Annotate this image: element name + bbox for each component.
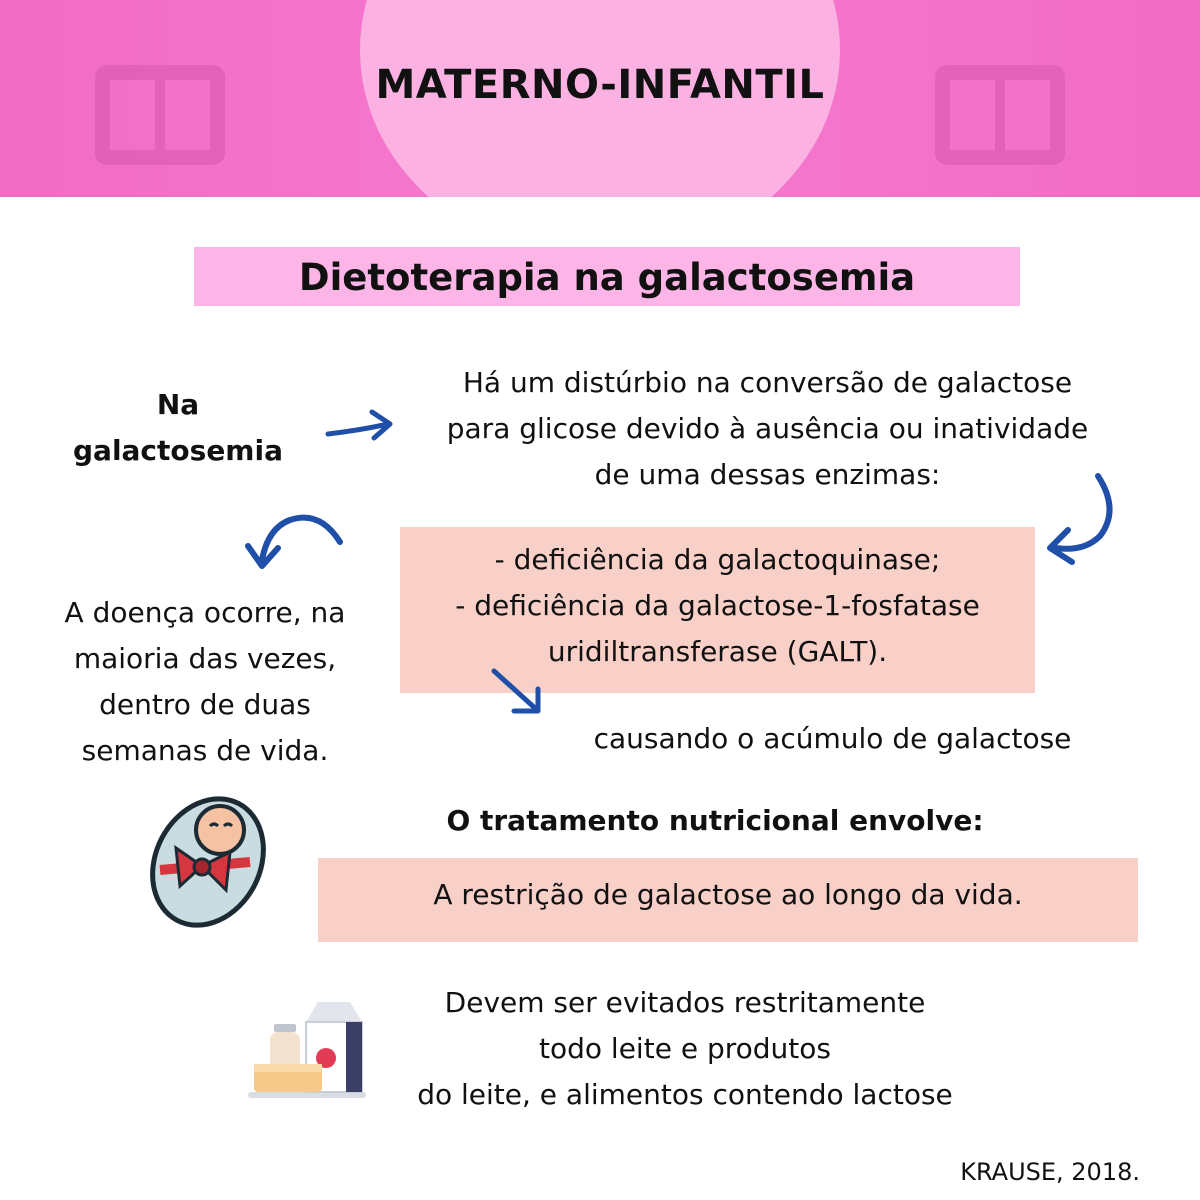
- onset-line: A doença ocorre, na: [64, 596, 346, 629]
- galactosemia-label-line: Na: [156, 388, 200, 421]
- page-title: MATERNO-INFANTIL: [375, 62, 825, 108]
- avoid-line: do leite, e alimentos contendo lactose: [417, 1078, 953, 1111]
- disorder-description: [400, 360, 1135, 498]
- onset-line: maioria das vezes,: [73, 642, 337, 675]
- accumulation-text: causando o acúmulo de galactose: [593, 722, 1072, 755]
- disorder-line: de uma dessas enzimas:: [594, 458, 941, 491]
- enzyme-item: - deficiência da galactoquinase;: [494, 543, 941, 576]
- header-banner: [0, 0, 1200, 197]
- curved-arrow-icon: [240, 508, 350, 578]
- disorder-line: para glicose devido à ausência ou inatividade: [446, 412, 1089, 445]
- treatment-text: A restrição de galactose ao longo da vida.: [433, 878, 1023, 911]
- avoid-description: [380, 980, 990, 1118]
- galactosemia-label-line: galactosemia: [73, 434, 283, 467]
- enzymes-list: [400, 537, 1035, 675]
- disorder-line: Há um distúrbio na conversão de galactose: [462, 366, 1073, 399]
- enzyme-item: uridiltransferase (GALT).: [547, 635, 888, 668]
- enzyme-item: - deficiência da galactose-1-fosfatase: [455, 589, 980, 622]
- curved-arrow-icon: [1040, 470, 1120, 570]
- citation: KRAUSE, 2018.: [960, 1158, 1140, 1186]
- book-icon: [90, 60, 230, 170]
- arrow-down-right-icon: [488, 665, 548, 720]
- onset-line: semanas de vida.: [81, 734, 329, 767]
- arrow-right-icon: [322, 408, 402, 448]
- onset-line: dentro de duas: [99, 688, 311, 721]
- galactosemia-label: [60, 382, 296, 474]
- treatment-heading: O tratamento nutricional envolve:: [446, 804, 984, 837]
- onset-description: [30, 590, 380, 774]
- subtitle: Dietoterapia na galactosemia: [298, 256, 916, 299]
- avoid-line: Devem ser evitados restritamente: [444, 986, 926, 1019]
- swaddled-baby-icon: [140, 790, 275, 930]
- book-icon: [930, 60, 1070, 170]
- dairy-products-icon: [248, 998, 366, 1100]
- avoid-line: todo leite e produtos: [539, 1032, 831, 1065]
